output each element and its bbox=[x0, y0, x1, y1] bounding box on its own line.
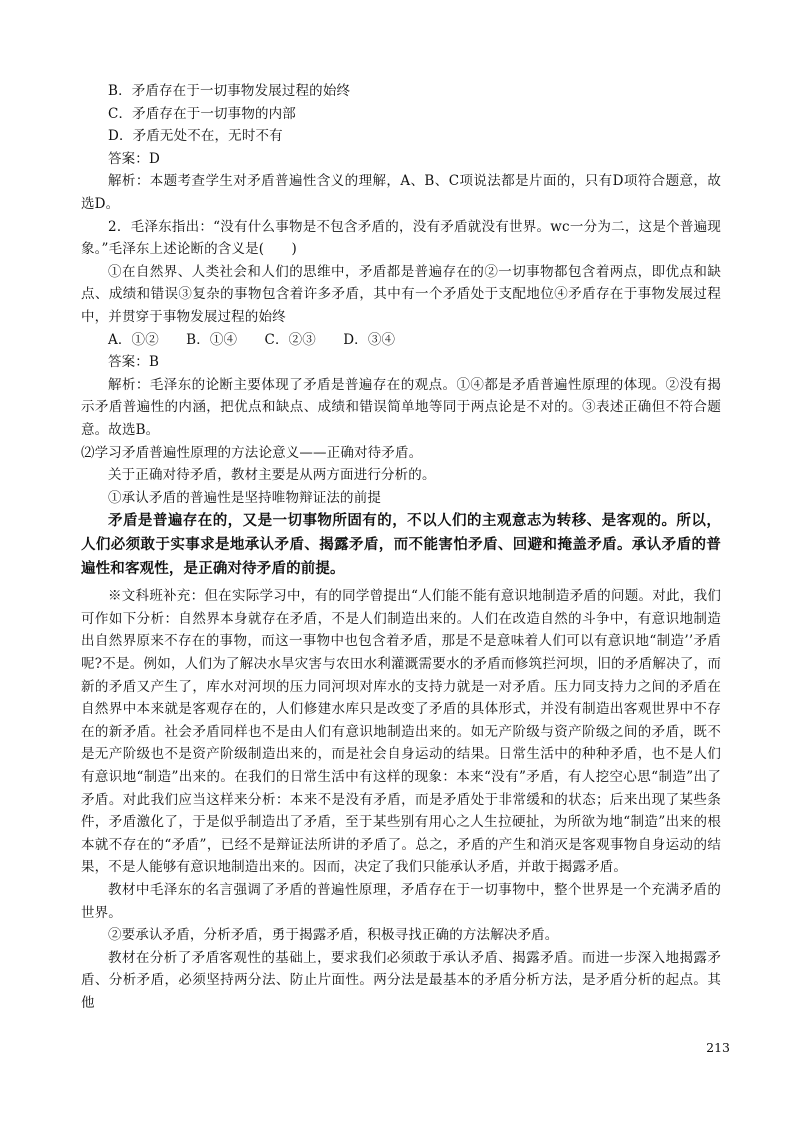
answer-2: 答案：B bbox=[108, 354, 160, 371]
option-b: B．矛盾存在于一切事物发展过程的始终 bbox=[108, 83, 351, 99]
question-2-options: A．①② B．①④ C．②③ D．③④ bbox=[108, 331, 396, 348]
option-c: C．矛盾存在于一切事物的内部 bbox=[108, 105, 296, 122]
mao-quote-note: 教材中毛泽东的名言强调了矛盾的普遍性原理，矛盾存在于一切事物中，整个世界是一个充满矛盾的世界。 bbox=[81, 882, 721, 921]
supplement-paragraph: ※文科班补充：但在实际学习中，有的同学曾提出“人们能不能有意识地制造矛盾的问题。对此，我们可作如下分析：自然界本身就存在矛盾，不是人们制造出来的。人们在改造自然的斗争中，有意识地制造出自然界原来不存在的事物，而这一事物中也包含着矛盾，那是不是意味着人们可以有意识地“制造’’矛盾呢?不是。例如，人们为了解决水旱灾害与农田水利灌溉需要水的矛盾而修筑拦河坝，旧的矛盾解决了，而新的矛盾又产生了，库水对河坝的压力同河坝对库水的支持力就是一对矛盾。压力同支持力之间的矛盾在自然界中本来就是客观存在的，人们修建水库只是改变了矛盾的具体形式，并没有制造出客观世界中不存在的新矛盾。社会矛盾同样也不是由人们有意识地制造出来的。如无产阶级与资产阶级之间的矛盾，既不是无产阶级也不是资产阶级制造出来的，而是社会自身运动的结果。日常生活中的种种矛盾，也不是人们有意识地“制造”出来的。在我们的日常生活中有这样的现象：本来“没有”矛盾，有人挖空心思“制造”出了矛盾。对此我们应当这样来分析：本来不是没有矛盾，而是矛盾处于非常缓和的状态；后来出现了某些条件，矛盾激化了，于是似乎制造出了矛盾，至于某些别有用心之人生拉硬扯，为所欲为地“制造”出来的根本就不存在的“矛盾”，已经不是辩证法所讲的矛盾了。总之，矛盾的产生和消灭是客观事物自身运动的结果，不是人能够有意识地制造出来的。因而，决定了我们只能承认矛盾，并敢于揭露矛盾。 bbox=[81, 588, 721, 876]
page-number: 213 bbox=[706, 1040, 730, 1055]
section-intro: 关于正确对待矛盾，教材主要是从两方面进行分析的。 bbox=[108, 467, 436, 484]
analysis-1: 解析：本题考查学生对矛盾普遍性含义的理解，A、B、C项说法都是片面的，只有D项符合题意，故选D。 bbox=[81, 173, 721, 212]
point-1-heading: ①承认矛盾的普遍性是坚持唯物辩证法的前提 bbox=[108, 489, 381, 506]
question-2: 2．毛泽东指出：“没有什么事物是不包含矛盾的，没有矛盾就没有世界。wc一分为二，这是个普遍现象。”毛泽东上述论断的含义是( ) bbox=[81, 218, 721, 258]
answer-1: 答案：D bbox=[108, 150, 160, 167]
analysis-2: 解析：毛泽东的论断主要体现了矛盾是普遍存在的观点。①④都是矛盾普遍性原理的体现。②没有揭示矛盾普遍性的内涵，把优点和缺点、成绩和错误简单地等同于两点论是不对的。③表述正确但不符合题意。故选B。 bbox=[81, 376, 721, 438]
option-d: D．矛盾无处不在，无时不有 bbox=[108, 128, 283, 145]
question-2-statements: ①在自然界、人类社会和人们的思维中，矛盾都是普遍存在的②一切事物都包含着两点，即优点和缺点、成绩和错误③复杂的事物包含着许多矛盾，其中有一个矛盾处于支配地位④矛盾存在于事物发展过程中，并贯穿于事物发展过程的始终 bbox=[81, 263, 721, 325]
point-2-heading: ②要承认矛盾，分析矛盾，勇于揭露矛盾，积极寻找正确的方法解决矛盾。 bbox=[108, 927, 559, 944]
page-body bbox=[81, 80, 721, 1015]
final-paragraph: 教材在分析了矛盾客观性的基础上，要求我们必须敢于承认矛盾、揭露矛盾。而进一步深入地揭露矛盾、分析矛盾，必须坚持两分法、防止片面性。两分法是最基本的矛盾分析方法，是矛盾分析的起点。其他 bbox=[81, 949, 721, 1011]
key-statement: 矛盾是普遍存在的，又是一切事物所固有的，不以人们的主观意志为转移、是客观的。所以，人们必须敢于实事求是地承认矛盾、揭露矛盾，而不能害怕矛盾、回避和掩盖矛盾。承认矛盾的普遍性和客观性，是正确对待矛盾的前提。 bbox=[81, 512, 721, 578]
section-heading: ⑵学习矛盾普遍性原理的方法论意义——正确对待矛盾。 bbox=[81, 444, 423, 461]
